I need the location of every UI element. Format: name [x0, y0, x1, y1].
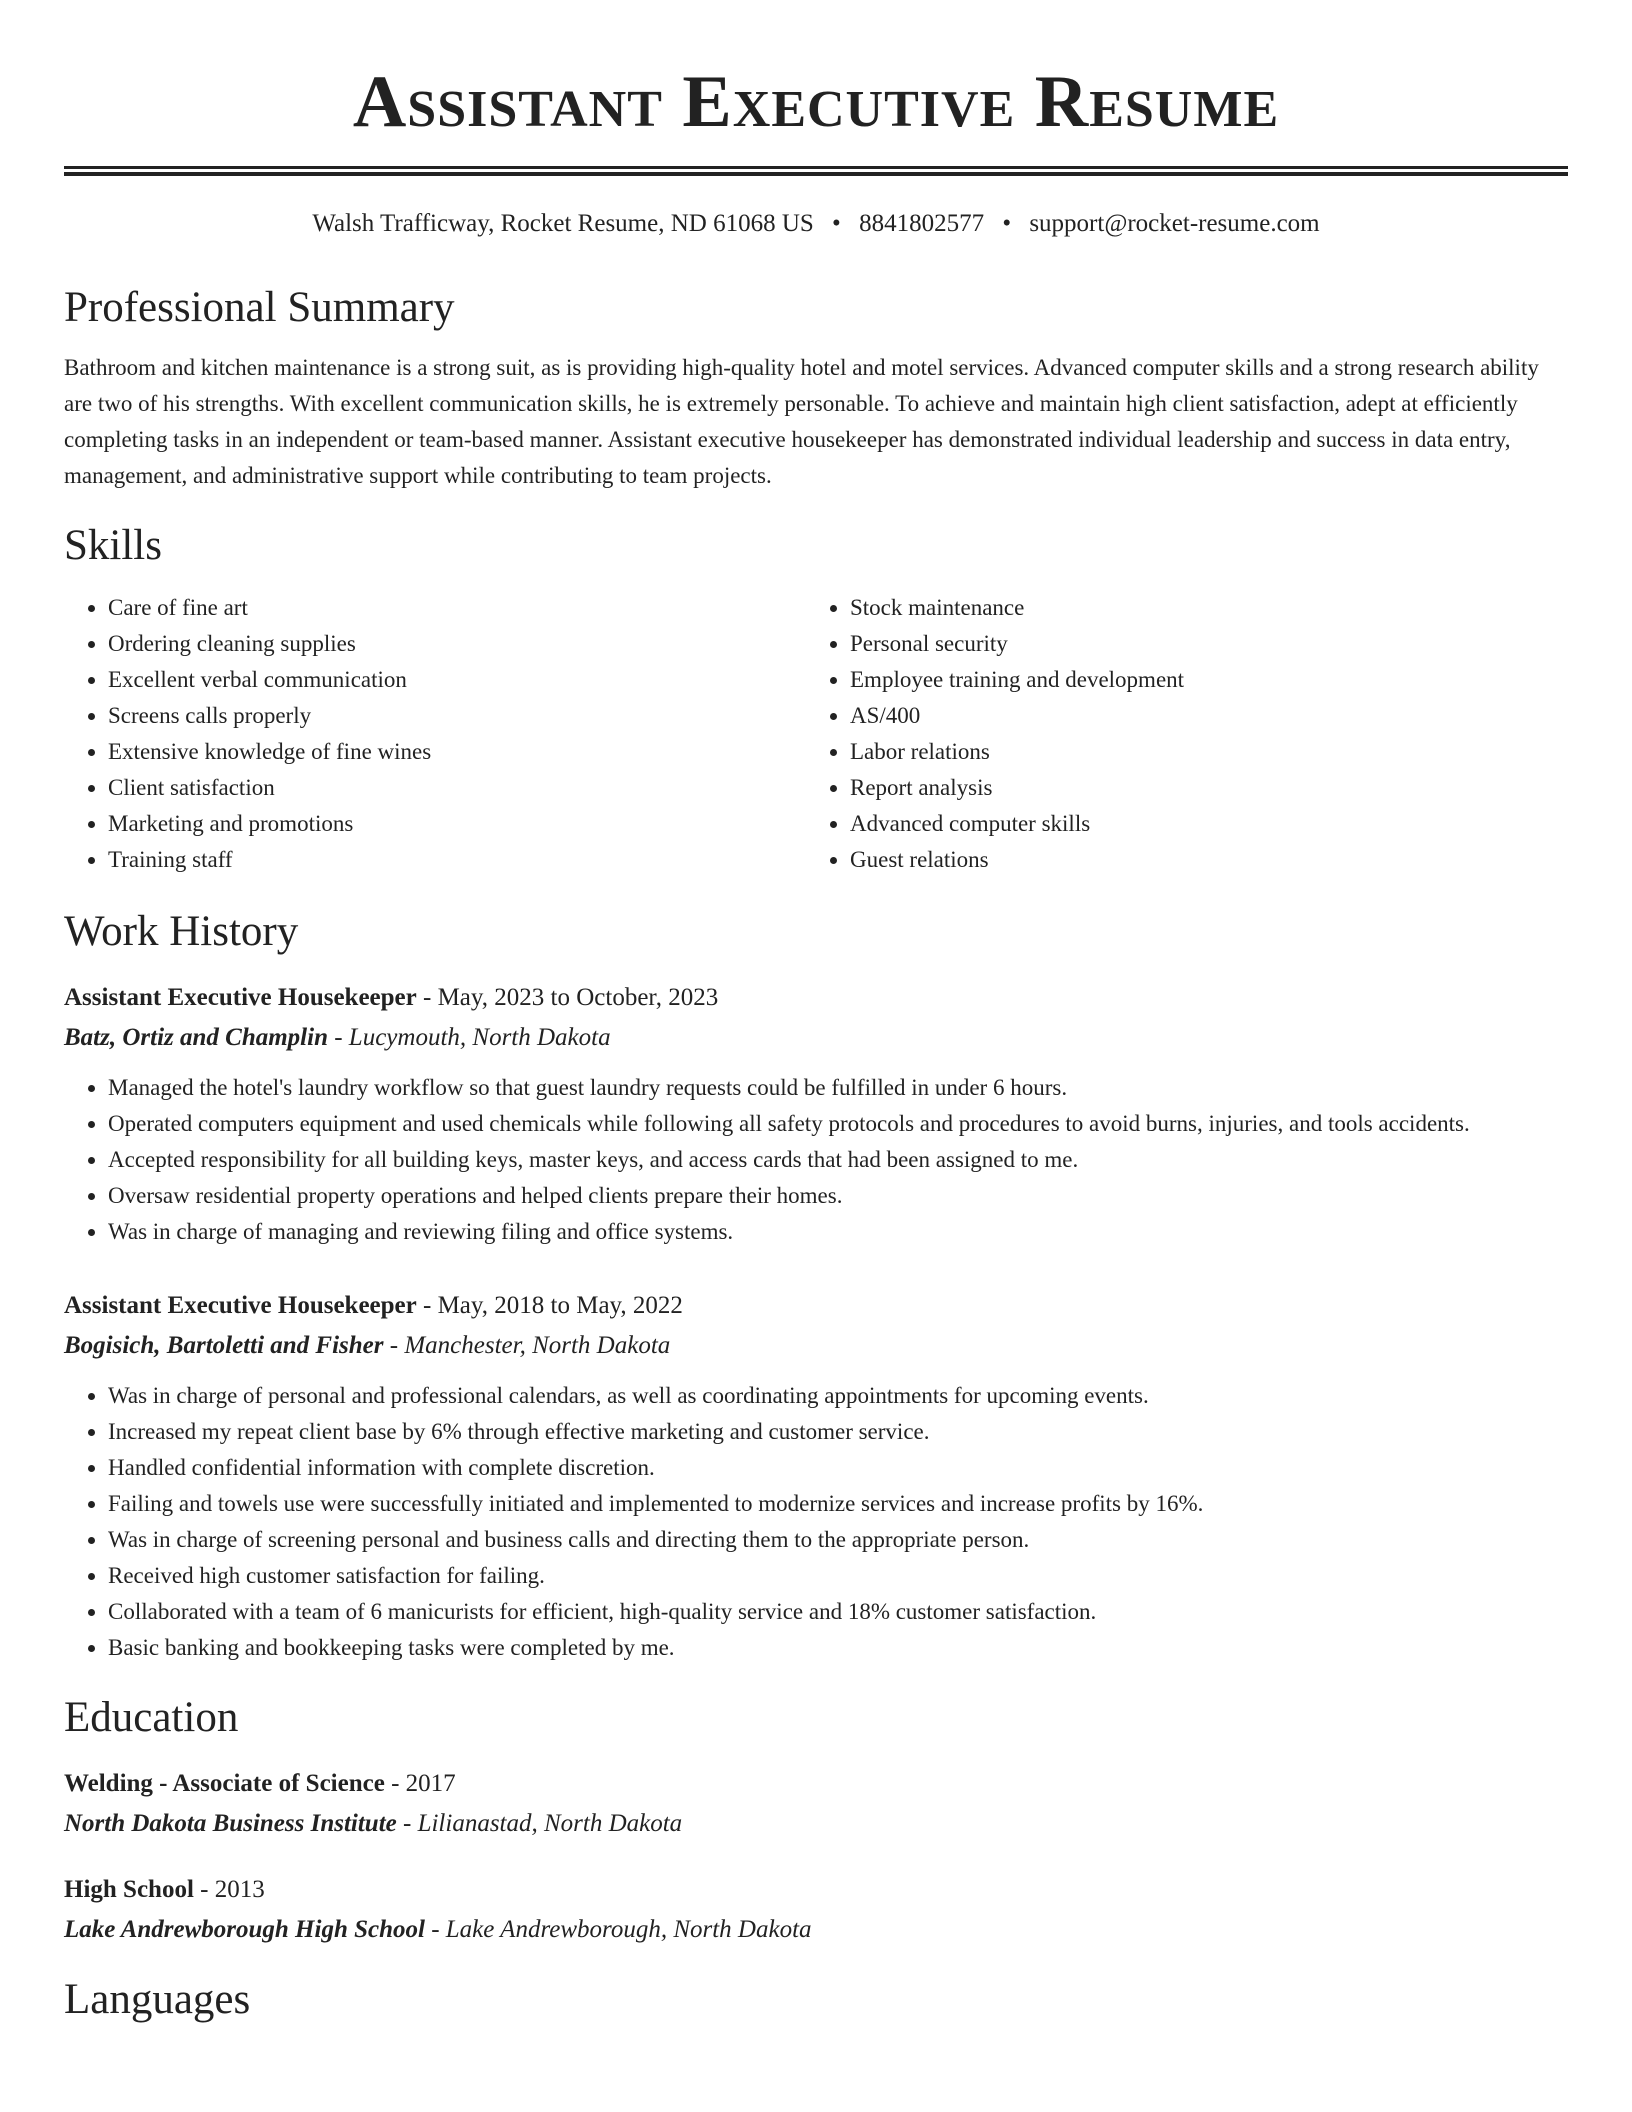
- job-location: - Lucymouth, North Dakota: [327, 1024, 611, 1051]
- job-company: Bogisich, Bartoletti and Fisher: [64, 1332, 384, 1359]
- education-school: Lake Andrewborough High School: [64, 1916, 425, 1943]
- job-duty: • Handled confidential information with complete discretion.: [108, 1450, 1568, 1486]
- job-duty: • Failing and towels use were successfully initiated and implemented to modernize services and increase profits by 16%.: [108, 1486, 1568, 1522]
- education-header: [64, 1872, 1568, 1908]
- job-title: Assistant Executive Housekeeper: [64, 984, 417, 1011]
- education-header: [64, 1766, 1568, 1802]
- skill-item: • Personal security: [850, 626, 1548, 662]
- skill-item: • Extensive knowledge of fine wines: [108, 734, 806, 770]
- skill-item: • Guest relations: [850, 842, 1548, 878]
- section-heading-skills: Skills: [64, 522, 162, 569]
- skill-item: • Advanced computer skills: [850, 806, 1548, 842]
- skill-item: • Client satisfaction: [108, 770, 806, 806]
- job-duty: • Basic banking and bookkeeping tasks were completed by me.: [108, 1630, 1568, 1666]
- contact-address: Walsh Trafficway, Rocket Resume, ND 61068 US: [312, 210, 814, 237]
- job-duties-list: [64, 1070, 1568, 1250]
- job-location: - Manchester, North Dakota: [383, 1332, 671, 1359]
- education-degree: High School: [64, 1876, 194, 1903]
- skill-item: • Care of fine art: [108, 590, 806, 626]
- job-duty: • Was in charge of managing and reviewing filing and office systems.: [108, 1214, 1568, 1250]
- skill-item: • Training staff: [108, 842, 806, 878]
- job-dates: - May, 2018 to May, 2022: [416, 1292, 683, 1319]
- skills-list: [64, 590, 1568, 878]
- skills-column-left: [64, 590, 806, 878]
- education-location: - Lake Andrewborough, North Dakota: [424, 1916, 812, 1943]
- job-duty: • Was in charge of personal and professional calendars, as well as coordinating appointments for upcoming events.: [108, 1378, 1568, 1414]
- education-location: - Lilianastad, North Dakota: [396, 1810, 683, 1837]
- education-degree: Welding - Associate of Science: [64, 1770, 385, 1797]
- education-year: - 2013: [193, 1876, 265, 1903]
- section-heading-summary: Professional Summary: [64, 284, 455, 331]
- contact-email: support@rocket-resume.com: [1029, 210, 1320, 237]
- education-year: - 2017: [384, 1770, 456, 1797]
- job-duty: • Collaborated with a team of 6 manicurists for efficient, high-quality service and 18% customer satisfaction.: [108, 1594, 1568, 1630]
- job-employer-line: [64, 1328, 1568, 1364]
- skill-item: • AS/400: [850, 698, 1548, 734]
- education-entry: [64, 1766, 1568, 1842]
- education-school-line: [64, 1912, 1568, 1948]
- contact-line: [64, 208, 1568, 240]
- education-entry: [64, 1872, 1568, 1948]
- skill-item: • Labor relations: [850, 734, 1548, 770]
- job-header: [64, 980, 1568, 1016]
- job-header: [64, 1288, 1568, 1324]
- section-heading-education: Education: [64, 1694, 239, 1741]
- contact-separator: •: [832, 210, 841, 237]
- job-title: Assistant Executive Housekeeper: [64, 1292, 417, 1319]
- education-school-line: [64, 1806, 1568, 1842]
- job-duty: • Managed the hotel's laundry workflow so that guest laundry requests could be fulfilled in under 6 hours.: [108, 1070, 1568, 1106]
- skill-item: • Screens calls properly: [108, 698, 806, 734]
- job-dates: - May, 2023 to October, 2023: [416, 984, 719, 1011]
- job-company: Batz, Ortiz and Champlin: [64, 1024, 328, 1051]
- education-school: North Dakota Business Institute: [64, 1810, 397, 1837]
- job-duty: • Was in charge of screening personal and business calls and directing them to the appropriate person.: [108, 1522, 1568, 1558]
- contact-phone: 8841802577: [859, 210, 985, 237]
- title-divider: [64, 166, 1568, 176]
- skill-item: • Employee training and development: [850, 662, 1548, 698]
- job-duty: • Received high customer satisfaction for failing.: [108, 1558, 1568, 1594]
- contact-separator: •: [1002, 210, 1012, 237]
- job-duty: • Oversaw residential property operations and helped clients prepare their homes.: [108, 1178, 1568, 1214]
- job-entry: [64, 980, 1568, 1250]
- skill-item: • Ordering cleaning supplies: [108, 626, 806, 662]
- job-employer-line: [64, 1020, 1568, 1056]
- summary-paragraph: Bathroom and kitchen maintenance is a strong suit, as is providing high-quality hotel and motel services. Advanced computer skills and a strong research ability are two of his strengths. With excellent communication skills, he is extremely personable. To achieve and maintain high client satisfaction, adept at efficiently completing tasks in an independent or team-based manner. Assistant executive housekeeper has demonstrated individual leadership and success in data entry, management, and administrative support while contributing to team projects.: [64, 355, 1539, 488]
- skill-item: • Report analysis: [850, 770, 1548, 806]
- skills-column-right: [806, 590, 1548, 878]
- job-duties-list: [64, 1378, 1568, 1666]
- resume-title: Assistant Executive Resume: [352, 61, 1280, 143]
- skill-item: • Stock maintenance: [850, 590, 1548, 626]
- skill-item: • Marketing and promotions: [108, 806, 806, 842]
- job-duty: • Operated computers equipment and used chemicals while following all safety protocols and procedures to avoid burns, injuries, and tools accidents.: [108, 1106, 1568, 1142]
- job-duty: • Increased my repeat client base by 6% through effective marketing and customer service.: [108, 1414, 1568, 1450]
- section-heading-work-history: Work History: [64, 908, 299, 955]
- job-entry: [64, 1288, 1568, 1666]
- job-duty: • Accepted responsibility for all building keys, master keys, and access cards that had been assigned to me.: [108, 1142, 1568, 1178]
- skill-item: • Excellent verbal communication: [108, 662, 806, 698]
- section-heading-languages: Languages: [64, 1976, 251, 2023]
